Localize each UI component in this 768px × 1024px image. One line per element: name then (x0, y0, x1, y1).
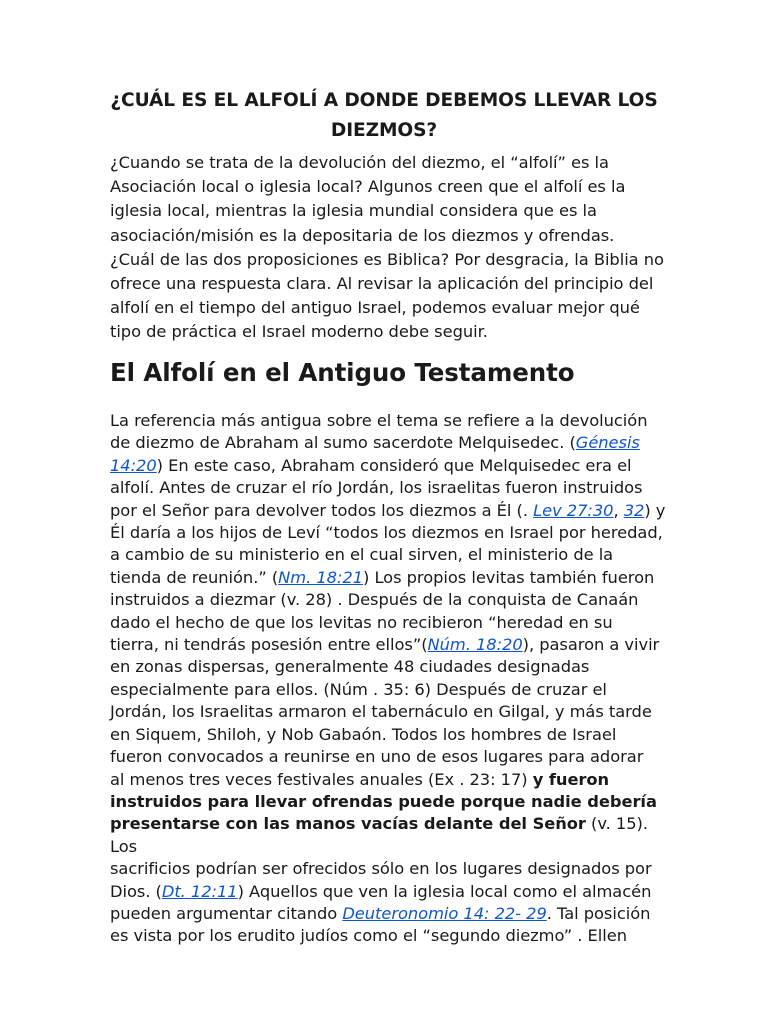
body-text: La referencia más antigua sobre el tema se refiere a la devolución (110, 411, 648, 430)
body-text: ) y (644, 500, 666, 520)
document-title (110, 86, 658, 146)
ref-link-nm-18-21[interactable]: Nm. 18:21 (278, 567, 364, 587)
body-text: a cambio de su ministerio en el cual sirven, el ministerio de la (110, 545, 614, 565)
ref-link-dt-12-11[interactable]: Dt. 12:11 (161, 881, 238, 901)
body-text: (v. 15). Los (110, 814, 648, 856)
ref-link-lev-27-30[interactable]: Lev 27:30 (533, 500, 614, 520)
intro-line: ¿Cuando se trata de la devolución del diezmo, el “alfolí” es la (110, 153, 609, 172)
body-text: es vista por los erudito judíos como el “segundo diezmo” . Ellen (110, 926, 627, 946)
section-heading: El Alfolí en el Antiguo Testamento (110, 358, 575, 387)
body-paragraph (110, 410, 670, 948)
body-text: especialmente para ellos. (Núm . 35: 6) Después de cruzar el (110, 679, 607, 699)
body-text: dado el hecho de que los levitas no recibieron “heredad en su (110, 612, 613, 632)
body-text: al menos tres veces festivales anuales (Ex . 23: 17) (110, 769, 533, 789)
ref-link-genesis-verse[interactable]: 14:20 (110, 455, 157, 475)
body-text: en Siquem, Shiloh, y Nob Gabaón. Todos los hombres de Israel (110, 724, 617, 744)
intro-line: alfolí en el tiempo del antiguo Israel, podemos evaluar mejor qué (110, 298, 640, 318)
body-text: en zonas dispersas, generalmente 48 ciudades designadas (110, 657, 590, 677)
intro-line: tipo de práctica el Israel moderno debe seguir. (110, 322, 488, 342)
bold-text: y fueron (532, 769, 610, 789)
body-text: tienda de reunión.” ( (110, 567, 279, 587)
ref-link-lev-32[interactable]: 32 (623, 500, 645, 520)
bold-text: presentarse con las manos vacías delante del Señor (110, 814, 586, 834)
body-text: . Tal posición (546, 903, 651, 923)
intro-line: ofrece una respuesta clara. Al revisar la aplicación del principio del (110, 274, 654, 294)
body-text: Dios. ( (110, 881, 162, 901)
body-text: ) Los propios levitas también fueron (363, 567, 655, 587)
body-text: por el Señor para devolver todos los diezmos a Él (. (110, 500, 534, 520)
body-text: instruidos a diezmar (v. 28) . Después de la conquista de Canaán (110, 590, 639, 610)
body-text: ), pasaron a vivir (522, 635, 660, 655)
body-text: sacrificios podrían ser ofrecidos sólo en los lugares designados por (110, 859, 652, 879)
body-text: alfolí. Antes de cruzar el río Jordán, los israelitas fueron instruidos (110, 478, 643, 498)
bold-text: instruidos para llevar ofrendas puede porque nadie debería (110, 791, 657, 811)
ref-link-genesis[interactable]: Génesis (575, 433, 640, 453)
body-text: pueden argumentar citando (110, 903, 343, 923)
intro-line: iglesia local, mientras la iglesia mundial considera que es la (110, 201, 597, 221)
title-line-1: ¿CUÁL ES EL ALFOLÍ A DONDE DEBEMOS LLEVAR LOS (110, 90, 658, 111)
body-text: Jordán, los Israelitas armaron el tabernáculo en Gilgal, y más tarde (110, 702, 652, 722)
body-text: tierra, ni tendrás posesión entre ellos”( (110, 635, 428, 655)
body-text: de diezmo de Abraham al sumo sacerdote Melquisedec. ( (110, 433, 576, 453)
intro-line: ¿Cuál de las dos proposiciones es Biblica? Por desgracia, la Biblia no (110, 249, 664, 269)
body-text: Él daría a los hijos de Leví “todos los diezmos en Israel por heredad, (110, 523, 663, 543)
body-text: ) En este caso, Abraham consideró que Melquisedec era el (156, 455, 632, 475)
body-text: , (613, 500, 624, 520)
body-text: ) Aquellos que ven la iglesia local como el almacén (237, 881, 652, 901)
intro-line: asociación/misión es la depositaria de los diezmos y ofrendas. (110, 225, 615, 245)
body-text: fueron convocados a reunirse en uno de esos lugares para adorar (110, 747, 644, 767)
intro-line: Asociación local o iglesia local? Algunos creen que el alfolí es la (110, 177, 626, 197)
ref-link-num-18-20[interactable]: Núm. 18:20 (427, 635, 523, 655)
title-line-2: DIEZMOS? (330, 120, 438, 141)
intro-paragraph (110, 151, 670, 345)
ref-link-deuteronomio-14-22[interactable]: Deuteronomio 14: 22- 29 (342, 903, 547, 923)
